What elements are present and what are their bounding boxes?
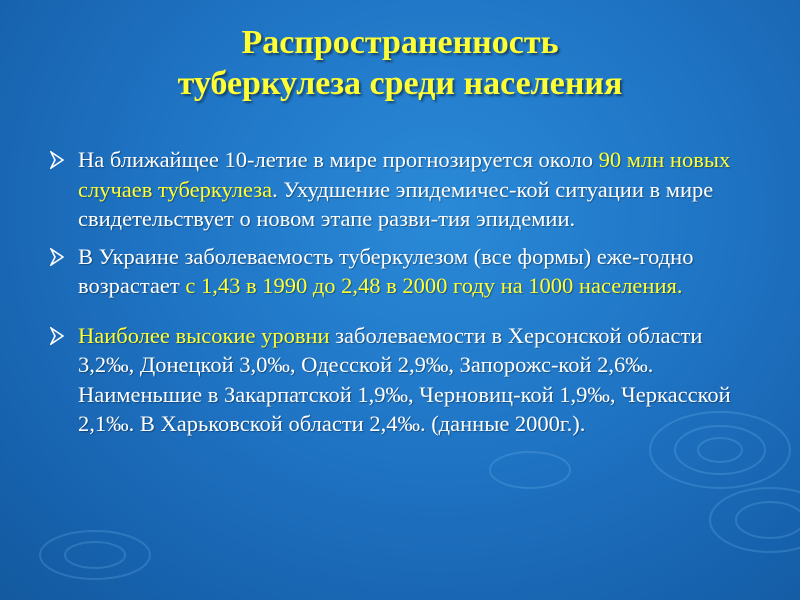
arrow-bullet-icon: [50, 151, 64, 169]
slide-title: [0, 22, 800, 104]
arrow-bullet-icon: [50, 327, 64, 345]
slide-title-line-2: туберкулеза среди населения: [177, 65, 623, 102]
slide-title-line-1: Распространенность: [241, 24, 559, 61]
bullet-3-highlight: Наиболее высокие уровни: [78, 322, 330, 348]
bullet-list: [48, 145, 760, 439]
arrow-bullet-icon: [50, 248, 64, 266]
bullet-1-text: На ближайщее 10-летие в мире прогнозируется около: [78, 147, 599, 172]
bullet-item-ukraine-incidence: [48, 242, 760, 301]
bullet-item-world-forecast: [48, 145, 760, 234]
bullet-1-highlight: 90 млн новых случаев туберкулеза: [78, 147, 731, 202]
bullet-2-highlight: с 1,43 в 1990 до 2,48 в 2000 году на 1000 населения.: [185, 273, 683, 298]
bullet-2-text: В Украине заболеваемость туберкулезом (все формы) еже-годно возрастает: [78, 243, 694, 298]
bullet-3-text: заболеваемости в Херсонской области 3,2‰, Донецкой 3,0‰, Одесской 2,9‰, Запорожс-кой 2,6‰. Наименьшие в Закарпатской 1,9‰, Черновиц-кой 1,9‰, Черкасской 2,1‰. В Харьковской области 2,4‰. (данные 2000г.).: [78, 322, 731, 436]
bullet-item-regional-levels: [48, 321, 760, 439]
bullet-1-text-cont: . Ухудшение эпидемичес-кой ситуации в мире свидетельствует о новом этапе разви-тия эпидемии.: [78, 176, 714, 231]
